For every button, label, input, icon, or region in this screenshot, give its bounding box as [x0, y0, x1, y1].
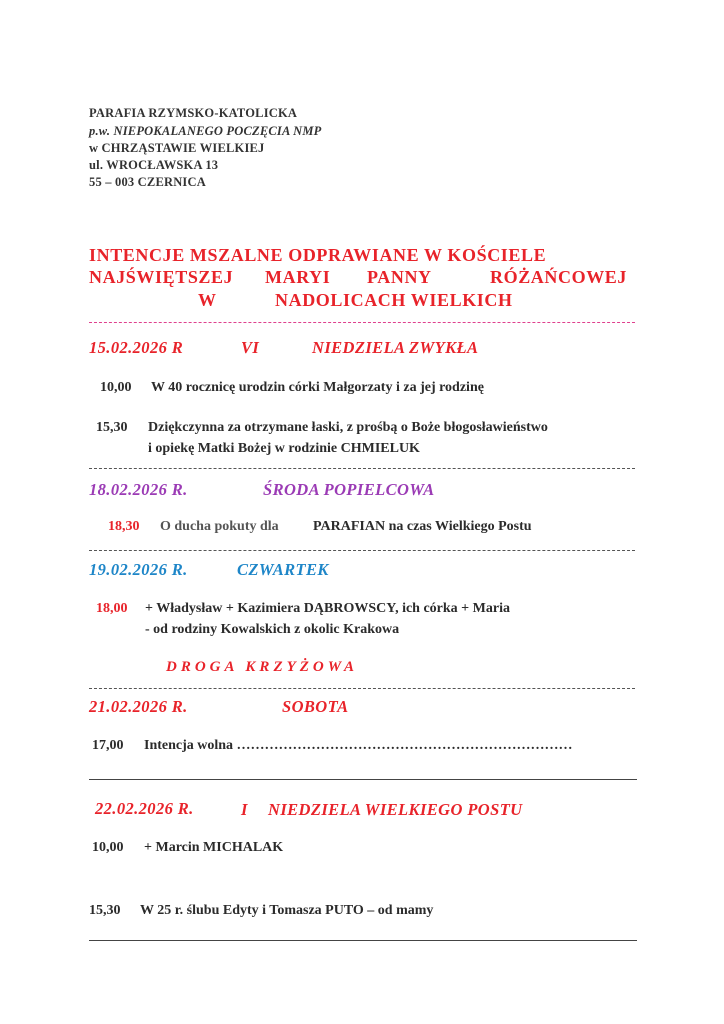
mass-time: 10,00: [100, 380, 132, 395]
mass-intention: + Władysław + Kazimiera DĄBROWSCY, ich córka + Maria: [145, 601, 510, 616]
mass-intention: Intencja wolna ………………………………………………………………: [144, 738, 573, 753]
mass-time: 15,30: [89, 903, 121, 918]
mass-intention: Dziękczynna za otrzymane łaski, z prośbą o Boże błogosławieństwo: [148, 420, 548, 435]
mass-time: 17,00: [92, 738, 124, 753]
mass-intention-cont: - od rodziny Kowalskich z okolic Krakowa: [145, 622, 400, 637]
day-name: SOBOTA: [282, 697, 349, 716]
day-divider: [89, 688, 635, 689]
mass-intention: O ducha pokuty dla: [160, 519, 279, 534]
parish-dedication: p.w. NIEPOKALANEGO POCZĘCIA NMP: [89, 124, 322, 138]
mass-time: 15,30: [96, 420, 128, 435]
day-ordinal: I: [241, 800, 248, 819]
day-name: NIEDZIELA ZWYKŁA: [312, 338, 479, 357]
document-title-line2a: NAJŚWIĘTSZEJ: [89, 267, 234, 287]
day-date: 15.02.2026 R: [89, 338, 184, 357]
day-ordinal: VI: [241, 338, 260, 357]
document-title-line2c: PANNY: [367, 267, 432, 287]
page-bottom-rule: [89, 940, 637, 941]
day-name: ŚRODA POPIELCOWA: [263, 480, 435, 499]
parish-postal: 55 – 003 CZERNICA: [89, 175, 206, 189]
parish-street: ul. WROCŁAWSKA 13: [89, 158, 219, 172]
day-name: NIEDZIELA WIELKIEGO POSTU: [268, 800, 523, 819]
mass-intention: W 40 rocznicę urodzin córki Małgorzaty i za jej rodzinę: [151, 380, 484, 395]
mass-time: 18,30: [108, 519, 140, 534]
parish-location: w CHRZĄSTAWIE WIELKIEJ: [89, 141, 265, 155]
mass-time: 18,00: [96, 601, 128, 616]
parish-name: PARAFIA RZYMSKO-KATOLICKA: [89, 106, 298, 120]
way-of-cross-note: DROGA KRZYŻOWA: [166, 659, 358, 675]
document-title-line2d: RÓŻAŃCOWEJ: [490, 267, 628, 287]
mass-intention-cont: i opiekę Matki Bożej w rodzinie CHMIELUK: [148, 441, 420, 456]
title-divider: [89, 322, 635, 323]
mass-intention-cont: PARAFIAN na czas Wielkiego Postu: [313, 519, 532, 534]
document-title-line3b: NADOLICACH WIELKICH: [275, 290, 513, 310]
day-divider: [89, 779, 637, 780]
mass-intention: W 25 r. ślubu Edyty i Tomasza PUTO – od mamy: [140, 903, 434, 918]
day-date: 21.02.2026 R.: [89, 697, 188, 716]
day-date: 19.02.2026 R.: [89, 560, 188, 579]
document-title-line2b: MARYI: [265, 267, 331, 287]
document-title-line3a: W: [198, 290, 217, 310]
day-divider: [89, 550, 635, 551]
day-name: CZWARTEK: [237, 560, 329, 579]
document-title-line1: INTENCJE MSZALNE ODPRAWIANE W KOŚCIELE: [89, 245, 547, 265]
day-date: 18.02.2026 R.: [89, 480, 188, 499]
day-divider: [89, 468, 635, 469]
day-date: 22.02.2026 R.: [95, 799, 194, 818]
mass-intention: + Marcin MICHALAK: [144, 840, 284, 855]
mass-time: 10,00: [92, 840, 124, 855]
